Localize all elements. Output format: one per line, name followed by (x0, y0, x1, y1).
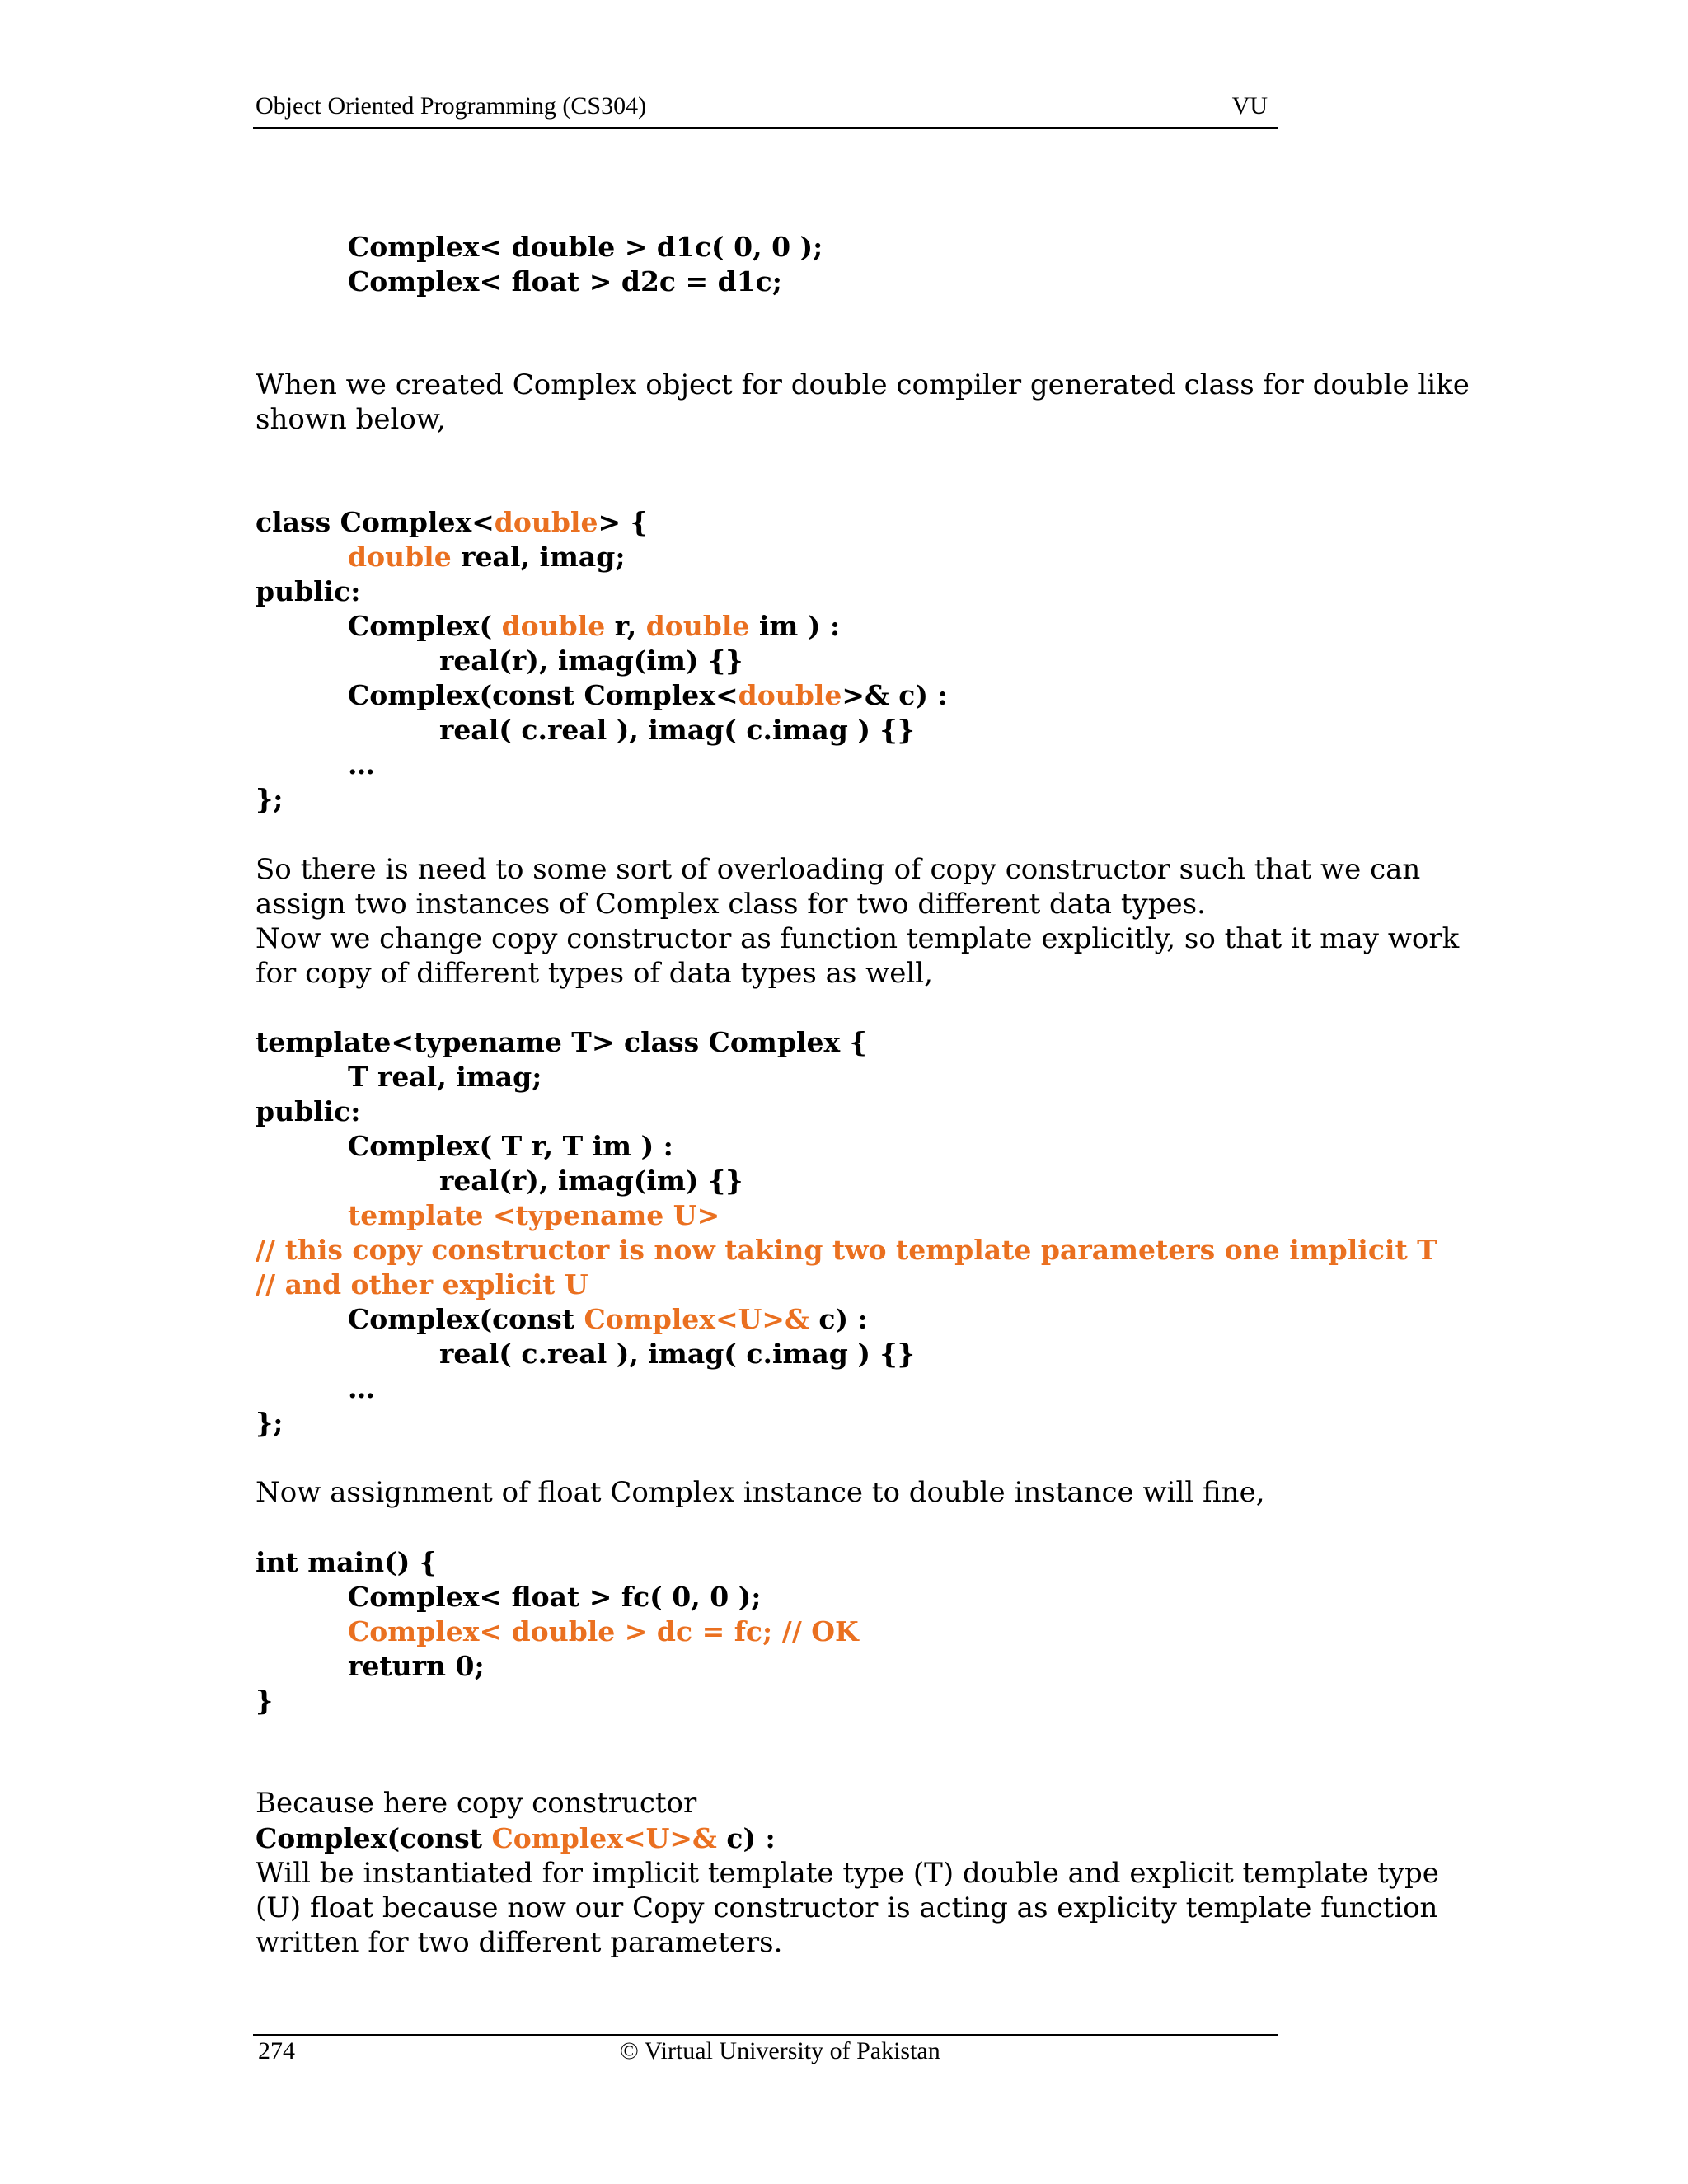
highlighted-token: Complex<U>& (491, 1822, 717, 1854)
code-line: real( c.real ), imag( c.imag ) {} (439, 714, 915, 746)
text-line: When we created Complex object for double compiler generated class for double like (256, 368, 1470, 401)
text-line: shown below, (256, 403, 446, 436)
code-line-highlighted: template <typename U> (348, 1199, 720, 1231)
highlighted-token: Complex<U>& (584, 1303, 809, 1335)
text-line: Now assignment of float Complex instance to double instance will fine, (256, 1476, 1265, 1509)
code-line: real(r), imag(im) {} (439, 644, 743, 677)
code-line: real( c.real ), imag( c.imag ) {} (439, 1338, 915, 1370)
code-line (348, 541, 626, 573)
text-line: Will be instantiated for implicit template type (T) double and explicit template type (256, 1857, 1439, 1890)
code-line-highlighted: Complex< double > dc = fc; // OK (348, 1615, 859, 1647)
institution-tag: VU (1231, 92, 1268, 120)
text-line: assign two instances of Complex class for two different data types. (256, 888, 1206, 921)
page-header (253, 91, 1278, 129)
code-line (256, 1822, 776, 1854)
code-line: }; (256, 783, 284, 815)
code-token: > { (598, 506, 648, 538)
text-line: Now we change copy constructor as function template explicitly, so that it may work (256, 922, 1460, 955)
course-title: Object Oriented Programming (CS304) (256, 92, 647, 120)
code-comment-highlighted: // this copy constructor is now taking two template parameters one implicit T (256, 1234, 1437, 1266)
code-comment-highlighted: // and other explicit U (256, 1268, 588, 1301)
code-line (348, 610, 840, 642)
highlighted-token: double (494, 506, 598, 538)
code-token: c) : (716, 1822, 776, 1854)
code-token: real, imag; (451, 541, 626, 573)
footer-rule (253, 2034, 1278, 2036)
code-line: Complex< float > fc( 0, 0 ); (348, 1581, 762, 1613)
code-line: … (348, 748, 375, 780)
highlighted-token: double (645, 610, 750, 642)
code-line (348, 679, 948, 711)
text-line: (U) float because now our Copy constructor is acting as explicity template function (256, 1891, 1438, 1924)
code-line: real(r), imag(im) {} (439, 1165, 743, 1197)
code-token: Complex(const (256, 1822, 492, 1854)
highlighted-token: double (738, 679, 842, 711)
highlighted-token: double (501, 610, 606, 642)
code-token: >& c) : (842, 679, 948, 711)
copyright-notice: © Virtual University of Pakistan (620, 2037, 940, 2064)
code-line (256, 506, 648, 538)
code-line: … (348, 1372, 375, 1404)
highlighted-token: double (348, 541, 452, 573)
text-line: written for two different parameters. (256, 1926, 783, 1959)
code-line: Complex< float > d2c = d1c; (348, 265, 782, 298)
code-line: public: (256, 1095, 361, 1127)
code-token: r, (605, 610, 646, 642)
code-token: im ) : (749, 610, 841, 642)
code-line: } (256, 1685, 274, 1717)
code-line: Complex< double > d1c( 0, 0 ); (348, 231, 823, 263)
code-line: }; (256, 1407, 284, 1439)
code-line: T real, imag; (348, 1061, 542, 1093)
code-token: Complex( (348, 610, 502, 642)
code-token: Complex(const (348, 1303, 584, 1335)
code-line: Complex( T r, T im ) : (348, 1130, 673, 1162)
page-number: 274 (258, 2037, 295, 2064)
code-token: Complex(const Complex< (348, 679, 738, 711)
code-line: return 0; (348, 1650, 485, 1682)
text-line: Because here copy constructor (256, 1787, 697, 1820)
code-line: public: (256, 575, 361, 607)
text-line: for copy of different types of data types as well, (256, 957, 933, 990)
code-line: template<typename T> class Complex { (256, 1026, 867, 1058)
code-token: c) : (809, 1303, 868, 1335)
code-token: class Complex< (256, 506, 495, 538)
text-line: So there is need to some sort of overloading of copy constructor such that we can (256, 853, 1421, 886)
code-line: int main() { (256, 1546, 438, 1578)
code-line (348, 1303, 868, 1335)
